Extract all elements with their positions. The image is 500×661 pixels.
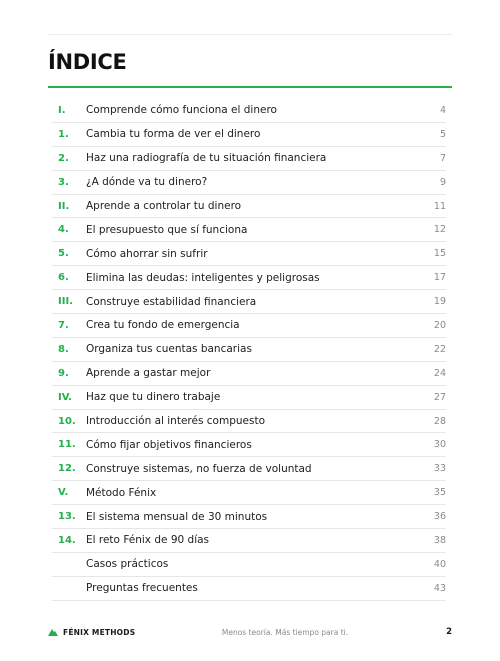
- toc-entry-number: V.: [58, 487, 69, 499]
- toc-entry-title: Construye estabilidad financiera: [86, 295, 257, 308]
- toc-entry-title: El sistema mensual de 30 minutos: [86, 510, 268, 523]
- toc-entry-title: Aprende a controlar tu dinero: [86, 200, 242, 212]
- toc-entry-title: Cambia tu forma de ver el dinero: [86, 128, 261, 141]
- toc-entry-page: 38: [433, 534, 446, 546]
- toc-entry-number: 6.: [58, 272, 69, 284]
- toc-entry-page: 22: [433, 343, 446, 355]
- toc-entry-page: 43: [433, 582, 446, 594]
- toc-entry-page: 24: [433, 367, 446, 379]
- toc-entry[interactable]: [52, 147, 446, 171]
- toc-entry-number: 14.: [58, 534, 76, 546]
- toc-entry-number: 4.: [58, 224, 69, 236]
- toc-entry[interactable]: [52, 457, 446, 481]
- toc-entry-title: Preguntas frecuentes: [86, 582, 198, 595]
- toc-entry-page: 35: [433, 487, 446, 499]
- toc-entry-title: Aprende a gastar mejor: [86, 367, 211, 380]
- toc-entry-page: 33: [433, 463, 446, 475]
- title-underline: [48, 86, 452, 88]
- footer-brand: [48, 628, 198, 637]
- toc-entry[interactable]: [52, 123, 446, 147]
- toc-entry[interactable]: [52, 481, 446, 505]
- toc-entry[interactable]: [52, 362, 446, 386]
- toc-entry-title: Haz que tu dinero trabaje: [86, 391, 221, 404]
- page-title: ÍNDICE: [48, 50, 127, 74]
- toc-entry[interactable]: [52, 242, 446, 266]
- toc-entry-title: El presupuesto que sí funciona: [86, 223, 248, 236]
- table-of-contents: [52, 99, 446, 601]
- toc-entry[interactable]: [52, 505, 446, 529]
- toc-entry-title: Crea tu fondo de emergencia: [86, 319, 240, 332]
- toc-entry[interactable]: [52, 314, 446, 338]
- toc-entry-title: Comprende cómo funciona el dinero: [86, 104, 277, 117]
- toc-entry-title: Cómo fijar objetivos financieros: [86, 438, 252, 451]
- toc-entry[interactable]: [52, 577, 446, 601]
- toc-entry-page: 36: [433, 511, 446, 523]
- toc-entry-number: II.: [58, 200, 70, 212]
- toc-entry-title: Casos prácticos: [86, 558, 169, 571]
- toc-entry-page: 5: [439, 128, 446, 140]
- toc-entry[interactable]: [52, 410, 446, 434]
- toc-entry[interactable]: [52, 195, 446, 219]
- toc-entry-number: 5.: [58, 248, 69, 260]
- top-divider: [48, 34, 452, 35]
- toc-entry-title: Introducción al interés compuesto: [86, 415, 265, 428]
- toc-entry-title: ¿A dónde va tu dinero?: [86, 176, 208, 189]
- toc-entry-page: 9: [439, 176, 446, 188]
- toc-entry-title: Haz una radiografía de tu situación financiera: [86, 152, 327, 165]
- footer-tagline: Menos teoría. Más tiempo para ti.: [221, 627, 349, 637]
- toc-entry-page: 17: [433, 272, 446, 284]
- toc-entry[interactable]: [52, 290, 446, 314]
- toc-entry-number: 13.: [58, 511, 76, 523]
- brand-name: FÉNIX METHODS: [63, 627, 136, 637]
- toc-entry-title: El reto Fénix de 90 días: [86, 534, 210, 547]
- toc-entry-number: III.: [58, 296, 73, 308]
- toc-entry-page: 19: [433, 296, 446, 308]
- toc-entry-page: 15: [433, 248, 446, 260]
- toc-entry-title: Construye sistemas, no fuerza de voluntad: [86, 462, 312, 475]
- toc-entry-number: 10.: [58, 415, 76, 427]
- toc-entry[interactable]: [52, 171, 446, 195]
- mountain-logo-icon: [48, 628, 58, 636]
- toc-entry-page: 11: [433, 200, 446, 212]
- toc-entry-title: Elimina las deudas: inteligentes y peligrosas: [86, 271, 320, 284]
- toc-entry-page: 20: [433, 319, 446, 331]
- page-number: 2: [446, 627, 452, 637]
- toc-entry-page: 7: [439, 152, 446, 164]
- toc-entry[interactable]: [52, 338, 446, 362]
- toc-entry-title: Método Fénix: [86, 486, 157, 499]
- toc-entry-page: 4: [439, 104, 446, 116]
- toc-entry-number: 12.: [58, 463, 76, 475]
- toc-entry-number: 8.: [58, 343, 69, 355]
- toc-entry-title: Organiza tus cuentas bancarias: [86, 343, 252, 356]
- toc-entry-page: 28: [433, 415, 446, 427]
- toc-entry-number: IV.: [58, 391, 72, 403]
- toc-entry-number: 11.: [58, 439, 76, 451]
- toc-entry[interactable]: [52, 218, 446, 242]
- page-footer: [48, 624, 452, 640]
- toc-entry[interactable]: [52, 99, 446, 123]
- toc-entry-number: 7.: [58, 319, 69, 331]
- toc-entry-page: 27: [433, 391, 446, 403]
- toc-entry[interactable]: [52, 266, 446, 290]
- toc-entry-page: 30: [433, 439, 446, 451]
- toc-entry[interactable]: [52, 386, 446, 410]
- toc-entry-number: 3.: [58, 176, 69, 188]
- toc-entry-number: I.: [58, 104, 66, 116]
- toc-entry[interactable]: [52, 529, 446, 553]
- toc-entry-number: 2.: [58, 152, 69, 164]
- toc-entry-title: Cómo ahorrar sin sufrir: [86, 247, 208, 260]
- toc-entry[interactable]: [52, 553, 446, 577]
- toc-entry-number: 1.: [58, 128, 69, 140]
- toc-entry[interactable]: [52, 433, 446, 457]
- toc-entry-page: 40: [433, 558, 446, 570]
- toc-entry-number: 9.: [58, 367, 69, 379]
- toc-entry-page: 12: [433, 224, 446, 236]
